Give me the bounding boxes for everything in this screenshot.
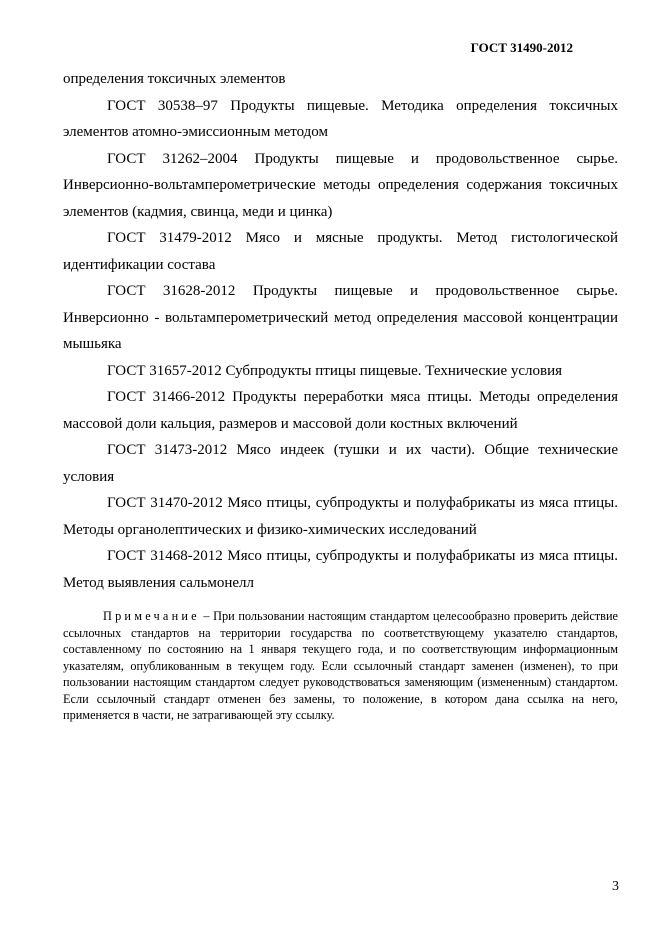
page-number: 3 — [612, 879, 619, 894]
continuation-text: определения токсичных элементов — [63, 71, 286, 87]
reference-item: ГОСТ 31657-2012 Субпродукты птицы пищевые. Технические условия — [107, 362, 563, 379]
document-header-id: ГОСТ 31490-2012 — [470, 40, 573, 55]
document-body — [63, 66, 618, 724]
reference-item: ГОСТ 31473-2012 Мясо индеек (тушки и их части). Общие технические условия — [63, 442, 618, 485]
reference-item: ГОСТ 31470-2012 Мясо птицы, субпродукты и полуфабрикаты из мяса птицы. Методы органолептических и физико-химических исследований — [63, 495, 618, 538]
reference-item: ГОСТ 30538–97 Продукты пищевые. Методика определения токсичных элементов атомно-эмиссионным методом — [63, 97, 618, 140]
reference-item: ГОСТ 31628-2012 Продукты пищевые и продовольственное сырье. Инверсионно - вольтамперометрический метод определения массовой концентрации мышьяка — [63, 283, 618, 352]
reference-item: ГОСТ 31262–2004 Продукты пищевые и продовольственное сырье. Инверсионно-вольтамперометрические методы определения содержания токсичных элементов (кадмия, свинца, меди и цинка) — [63, 150, 618, 220]
reference-item: ГОСТ 31479-2012 Мясо и мясные продукты. Метод гистологической идентификации состава — [63, 230, 618, 273]
note-block — [63, 608, 618, 724]
note-text: – При пользовании настоящим стандартом целесообразно проверить действие ссылочных стандартов на территории государства по соответствующему указателю стандартов, составленному по состоянию на 1 января текущего года, и по соответствующим информационным указателям, опубликованным в текущем году. Если ссылочный стандарт заменен (изменен), то при пользовании настоящим стандартом следует руководствоваться заменяющим (измененным) стандартом. Если ссылочный стандарт отменен без замены, то положение, в котором дана ссылка на него, применяется в части, не затрагивающей эту ссылку. — [63, 609, 618, 722]
reference-item: ГОСТ 31466-2012 Продукты переработки мяса птицы. Методы определения массовой доли кальция, размеров и массовой доли костных включений — [63, 389, 618, 432]
note-label: Примечание — [103, 609, 200, 623]
reference-item: ГОСТ 31468-2012 Мясо птицы, субпродукты и полуфабрикаты из мяса птицы. Метод выявления сальмонелл — [63, 548, 618, 591]
